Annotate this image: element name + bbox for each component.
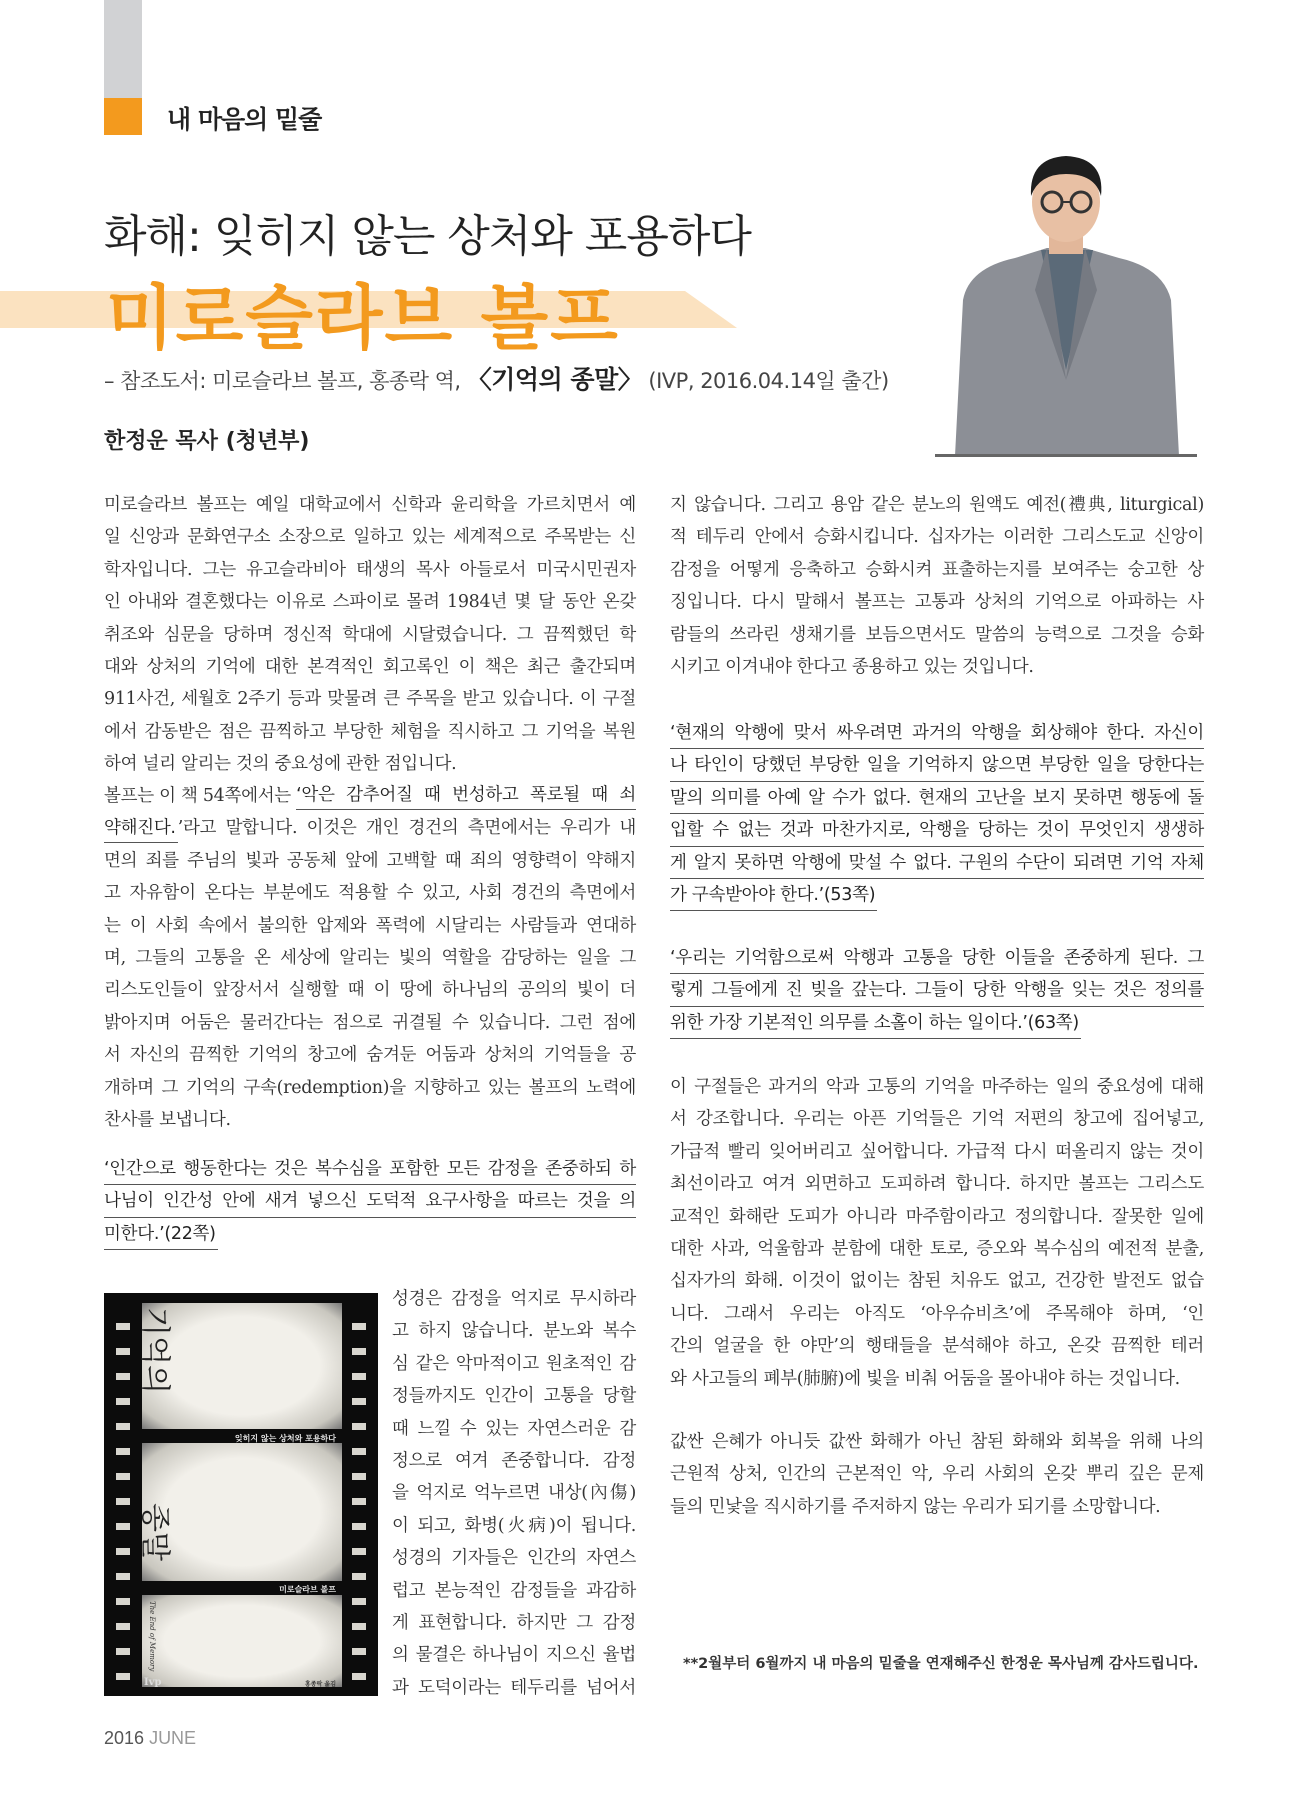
paragraph-line	[104, 812, 636, 844]
sprocket-hole	[352, 1548, 366, 1555]
subject-name: 미로슬라브 볼프	[106, 277, 620, 359]
sprocket-hole	[116, 1373, 130, 1380]
left-side-paragraph	[392, 1283, 636, 1704]
paragraph-line: 근원적 상처, 인간의 근본적인 악, 우리 사회의 온갖 뿌리 깊은 문제	[670, 1464, 1204, 1485]
sprocket-hole	[352, 1398, 366, 1405]
paragraph-line: 교적인 화해란 도피가 아니라 마주함이라고 정의합니다. 잘못한 일에	[670, 1206, 1204, 1227]
paragraph-line: 일 신앙과 문화연구소 소장으로 일하고 있는 세계적으로 주목받는 신	[104, 527, 636, 548]
sprocket-hole	[116, 1548, 130, 1555]
paragraph-line: 이 되고, 화병(火病)이 됩니다.	[392, 1515, 636, 1536]
paragraph-line: 적 테두리 안에서 승화시킵니다. 십자가는 이러한 그리스도교 신앙이	[670, 527, 1204, 548]
line-text: 볼프는 이 책 54쪽에서는	[104, 786, 297, 806]
paragraph-line: 나님이 인간성 안에 새겨 넣으신 도덕적 요구사항을 따르는 것을 의	[104, 1185, 636, 1217]
cover-subtitle: 잊히지 않는 상처와 포용하다	[234, 1434, 336, 1443]
sprocket-hole	[352, 1523, 366, 1530]
paragraph-line: 간의 얼굴을 한 야만’의 행태들을 분석해야 하고, 온갖 끔찍한 테러	[670, 1336, 1204, 1357]
film-frame	[142, 1595, 342, 1687]
paragraph-line: 징입니다. 다시 말해서 볼프는 고통과 상처의 기억으로 아파하는 사	[670, 592, 1204, 613]
sprocket-hole	[116, 1673, 130, 1680]
author-byline: 한정운 목사 (청년부)	[104, 429, 310, 454]
paragraph-line: 지 않습니다. 그리고 용암 같은 분노의 원액도 예전(禮典, liturgical)	[670, 495, 1204, 515]
sprocket-hole	[352, 1673, 366, 1680]
reference-line	[104, 360, 889, 396]
paragraph-line: 와 사고들의 폐부(肺腑)에 빛을 비춰 어둠을 몰아내야 하는 것입니다.	[670, 1368, 1180, 1389]
paragraph-line: 값싼 은혜가 아니듯 값싼 화해가 아닌 참된 화해와 회복을 위해 나의	[670, 1432, 1204, 1452]
sprocket-hole	[116, 1448, 130, 1455]
paragraph-line: 서 자신의 끔찍한 기억의 창고에 숨겨둔 어둠과 상처의 기억들을 공	[104, 1045, 636, 1066]
footnote: **2월부터 6월까지 내 마음의 밑줄을 연재해주신 한정운 목사님께 감사드립니다.	[683, 1656, 1199, 1672]
author-photo	[935, 150, 1197, 456]
sprocket-hole	[116, 1473, 130, 1480]
paragraph-line: 들의 민낯을 직시하기를 주저하지 않는 우리가 되기를 소망합니다.	[670, 1496, 1161, 1517]
paragraph-line: 에서 감동받은 점은 끔찍하고 부당한 체험을 직시하고 그 기억을 복원	[104, 721, 636, 742]
paragraph-line: 과 도덕이라는 테두리를 넘어서	[392, 1677, 636, 1698]
photo-baseline	[935, 454, 1197, 457]
reference-prefix: – 참조도서: 미로슬라브 볼프, 홍종락 역,	[104, 369, 467, 393]
right-quote-53	[670, 717, 1204, 911]
cover-title-bottom: 종말	[137, 1503, 172, 1561]
sprocket-hole	[116, 1523, 130, 1530]
sprocket-hole	[352, 1648, 366, 1655]
article-title: 화해: 잊히지 않는 상처와 포용하다	[104, 211, 751, 262]
footer-year: 2016	[104, 1728, 145, 1748]
sprocket-hole	[116, 1623, 130, 1630]
paragraph-line: 찬사를 보냅니다.	[104, 1109, 231, 1130]
left-paragraph-1	[104, 489, 636, 781]
sprocket-hole	[352, 1423, 366, 1430]
cover-publisher: Ivp	[144, 1677, 162, 1688]
paragraph-line: ‘우리는 기억함으로써 악행과 고통을 당한 이들을 존중하게 된다. 그	[670, 942, 1204, 974]
left-paragraph-2	[104, 780, 636, 1136]
right-paragraph-3	[670, 1071, 1204, 1395]
paragraph-line: 람들의 쓰라린 생채기를 보듬으면서도 말씀의 능력으로 그것을 승화	[670, 624, 1204, 645]
paragraph-line: ‘인간으로 행동한다는 것은 복수심을 포함한 모든 감정을 존중하되 하	[104, 1153, 636, 1185]
paragraph-line: 말의 의미를 아예 알 수가 없다. 현재의 고난을 보지 못하면 행동에 돌	[670, 782, 1204, 814]
sprocket-hole	[352, 1323, 366, 1330]
paragraph-line	[104, 780, 636, 812]
paragraph-line: 렇게 그들에게 진 빚을 갚는다. 그들이 당한 악행을 잊는 것은 정의를	[670, 974, 1204, 1006]
paragraph-line: 게 알지 못하면 악행에 맞설 수 없다. 구원의 수단이 되려면 기억 자체	[670, 847, 1204, 879]
paragraph-line: 취조와 심문을 당하며 정신적 학대에 시달렸습니다. 그 끔찍했던 학	[104, 624, 636, 645]
paragraph-line: 의 물결은 하나님이 지으신 율법	[392, 1645, 636, 1666]
page-footer	[104, 1728, 196, 1749]
inline-quote-line: 약해진다.	[104, 813, 178, 843]
line-text: ’라고 말합니다. 이것은 개인 경건의 측면에서는 우리가 내	[177, 818, 636, 839]
paragraph-line: 최선이라고 여겨 외면하고 도피하려 합니다. 하지만 볼프는 그리스도	[670, 1174, 1204, 1195]
paragraph-line: 럽고 본능적인 감정들을 과감하	[392, 1580, 636, 1601]
inline-quote-line: ‘악은 감추어질 때 번성하고 폭로될 때 쇠	[296, 780, 636, 810]
paragraph-line: 정으로 여겨 존중합니다. 감정	[392, 1450, 636, 1471]
paragraph-line: 성경의 기자들은 인간의 자연스	[392, 1548, 636, 1569]
paragraph-line: 서 강조합니다. 우리는 아픈 기억들은 기억 저편의 창고에 집어넣고,	[670, 1109, 1204, 1130]
right-paragraph-1	[670, 489, 1204, 683]
paragraph-line: 는 이 사회 속에서 불의한 압제와 폭력에 시달리는 사람들과 연대하	[104, 915, 636, 936]
paragraph-line: 때 느낄 수 있는 자연스러운 감	[392, 1418, 636, 1439]
sprocket-hole	[116, 1323, 130, 1330]
paragraph-line: 리스도인들이 앞장서서 실행할 때 이 땅에 하나님의 공의의 빛이 더	[104, 980, 636, 1001]
sprocket-hole	[116, 1598, 130, 1605]
sprocket-hole	[116, 1498, 130, 1505]
paragraph-line: 대한 사과, 억울함과 분함에 대한 토로, 증오와 복수심의 예전적 분출,	[670, 1238, 1204, 1259]
book-cover-image	[104, 1293, 378, 1696]
section-orange-marker	[104, 98, 142, 135]
paragraph-lines	[104, 845, 636, 1137]
paragraph-line: 가 구속받아야 한다.’(53쪽)	[670, 879, 877, 911]
paragraph-line: 면의 죄를 주님의 빛과 공동체 앞에 고백할 때 죄의 영향력이 약해지	[104, 850, 636, 871]
paragraph-line: 성경은 감정을 억지로 무시하라	[392, 1289, 636, 1309]
paragraph-line: 하여 널리 알리는 것의 중요성에 관한 점입니다.	[104, 754, 457, 775]
sprocket-hole	[116, 1648, 130, 1655]
paragraph-line: 정들까지도 인간이 고통을 당할	[392, 1386, 636, 1407]
paragraph-line: 911사건, 세월호 2주기 등과 맞물려 큰 주목을 받고 있습니다. 이 구절	[104, 689, 636, 710]
paragraph-line: 위한 가장 기본적인 의무를 소홀이 하는 일이다.’(63쪽)	[670, 1007, 1081, 1039]
paragraph-line: 입할 수 없는 것과 마찬가지로, 악행을 당하는 것이 무엇인지 생생하	[670, 814, 1204, 846]
sprocket-hole	[352, 1373, 366, 1380]
footer-month: JUNE	[149, 1728, 197, 1748]
cover-title-top: 기억의	[137, 1307, 172, 1394]
left-quote-22	[104, 1153, 636, 1250]
sprocket-hole	[352, 1598, 366, 1605]
paragraph-line: 학자입니다. 그는 유고슬라비아 태생의 목사 아들로서 미국시민권자	[104, 559, 636, 580]
paragraph-line: 나 타인이 당했던 부당한 일을 기억하지 않으면 부당한 일을 당한다는	[670, 749, 1204, 781]
sprocket-hole	[352, 1498, 366, 1505]
paragraph-line: 밝아지며 어둠은 물러간다는 점으로 귀결될 수 있습니다. 그런 점에	[104, 1012, 636, 1033]
inline-quote	[104, 812, 178, 844]
paragraph-line: 니다. 그래서 우리는 아직도 ‘아우슈비츠’에 주목해야 하며, ‘인	[670, 1303, 1204, 1324]
paragraph-line: 고 자유함이 온다는 부분에도 적용할 수 있고, 사회 경건의 측면에서	[104, 883, 636, 904]
sprocket-hole	[352, 1348, 366, 1355]
paragraph-line: 대와 상처의 기억에 대한 본격적인 회고록인 이 책은 최근 출간되며	[104, 656, 636, 677]
sprocket-hole	[116, 1398, 130, 1405]
reference-book-title: 〈기억의 종말〉	[466, 365, 643, 394]
right-paragraph-4	[670, 1426, 1204, 1523]
reference-suffix: (IVP, 2016.04.14일 출간)	[642, 369, 889, 393]
paragraph-line: 미로슬라브 볼프는 예일 대학교에서 신학과 윤리학을 가르치면서 예	[104, 495, 636, 515]
paragraph-line: 십자가의 화해. 이것이 없이는 참된 치유도 없고, 건강한 발전도 없습	[670, 1271, 1204, 1292]
sprocket-hole	[352, 1623, 366, 1630]
paragraph-line: 미한다.’(22쪽)	[104, 1218, 218, 1250]
inline-quote	[296, 780, 636, 812]
paragraph-line: 게 표현합니다. 하지만 그 감정	[392, 1612, 636, 1633]
section-gray-bar	[104, 0, 142, 98]
paragraph-line: 며, 그들의 고통을 온 세상에 알리는 빛의 역할을 감당하는 일을 그	[104, 947, 636, 968]
sprocket-hole	[116, 1348, 130, 1355]
paragraph-line: 인 아내와 결혼했다는 이유로 스파이로 몰려 1984년 몇 달 동안 온갖	[104, 592, 636, 613]
sprocket-hole	[352, 1448, 366, 1455]
cover-author: 미로슬라브 볼프	[279, 1585, 336, 1594]
paragraph-line: 을 억지로 억누르면 내상(內傷)	[392, 1483, 636, 1504]
cover-translator: 홍종락 옮김	[304, 1681, 336, 1688]
sprocket-hole	[116, 1423, 130, 1430]
paragraph-line: 심 같은 악마적이고 원초적인 감	[392, 1353, 636, 1374]
section-label: 내 마음의 밑줄	[167, 105, 322, 134]
paragraph-line: 고 하지 않습니다. 분노와 복수	[392, 1321, 636, 1342]
sprocket-hole	[116, 1573, 130, 1580]
paragraph-line: 감정을 어떻게 응축하고 승화시켜 표출하는지를 보여주는 숭고한 상	[670, 559, 1204, 580]
right-quote-63	[670, 942, 1204, 1039]
sprocket-hole	[352, 1473, 366, 1480]
sprocket-hole	[352, 1573, 366, 1580]
paragraph-line: 가급적 빨리 잊어버리고 싶어합니다. 가급적 다시 떠올리지 않는 것이	[670, 1141, 1204, 1162]
paragraph-line: 개하며 그 기억의 구속(redemption)을 지향하고 있는 볼프의 노력에	[104, 1077, 636, 1098]
paragraph-line: ‘현재의 악행에 맞서 싸우려면 과거의 악행을 회상해야 한다. 자신이	[670, 717, 1204, 749]
paragraph-line: 이 구절들은 과거의 악과 고통의 기억을 마주하는 일의 중요성에 대해	[670, 1077, 1204, 1097]
paragraph-line: 시키고 이겨내야 한다고 종용하고 있는 것입니다.	[670, 656, 1034, 677]
cover-english-title: The End of Memory	[148, 1601, 156, 1672]
